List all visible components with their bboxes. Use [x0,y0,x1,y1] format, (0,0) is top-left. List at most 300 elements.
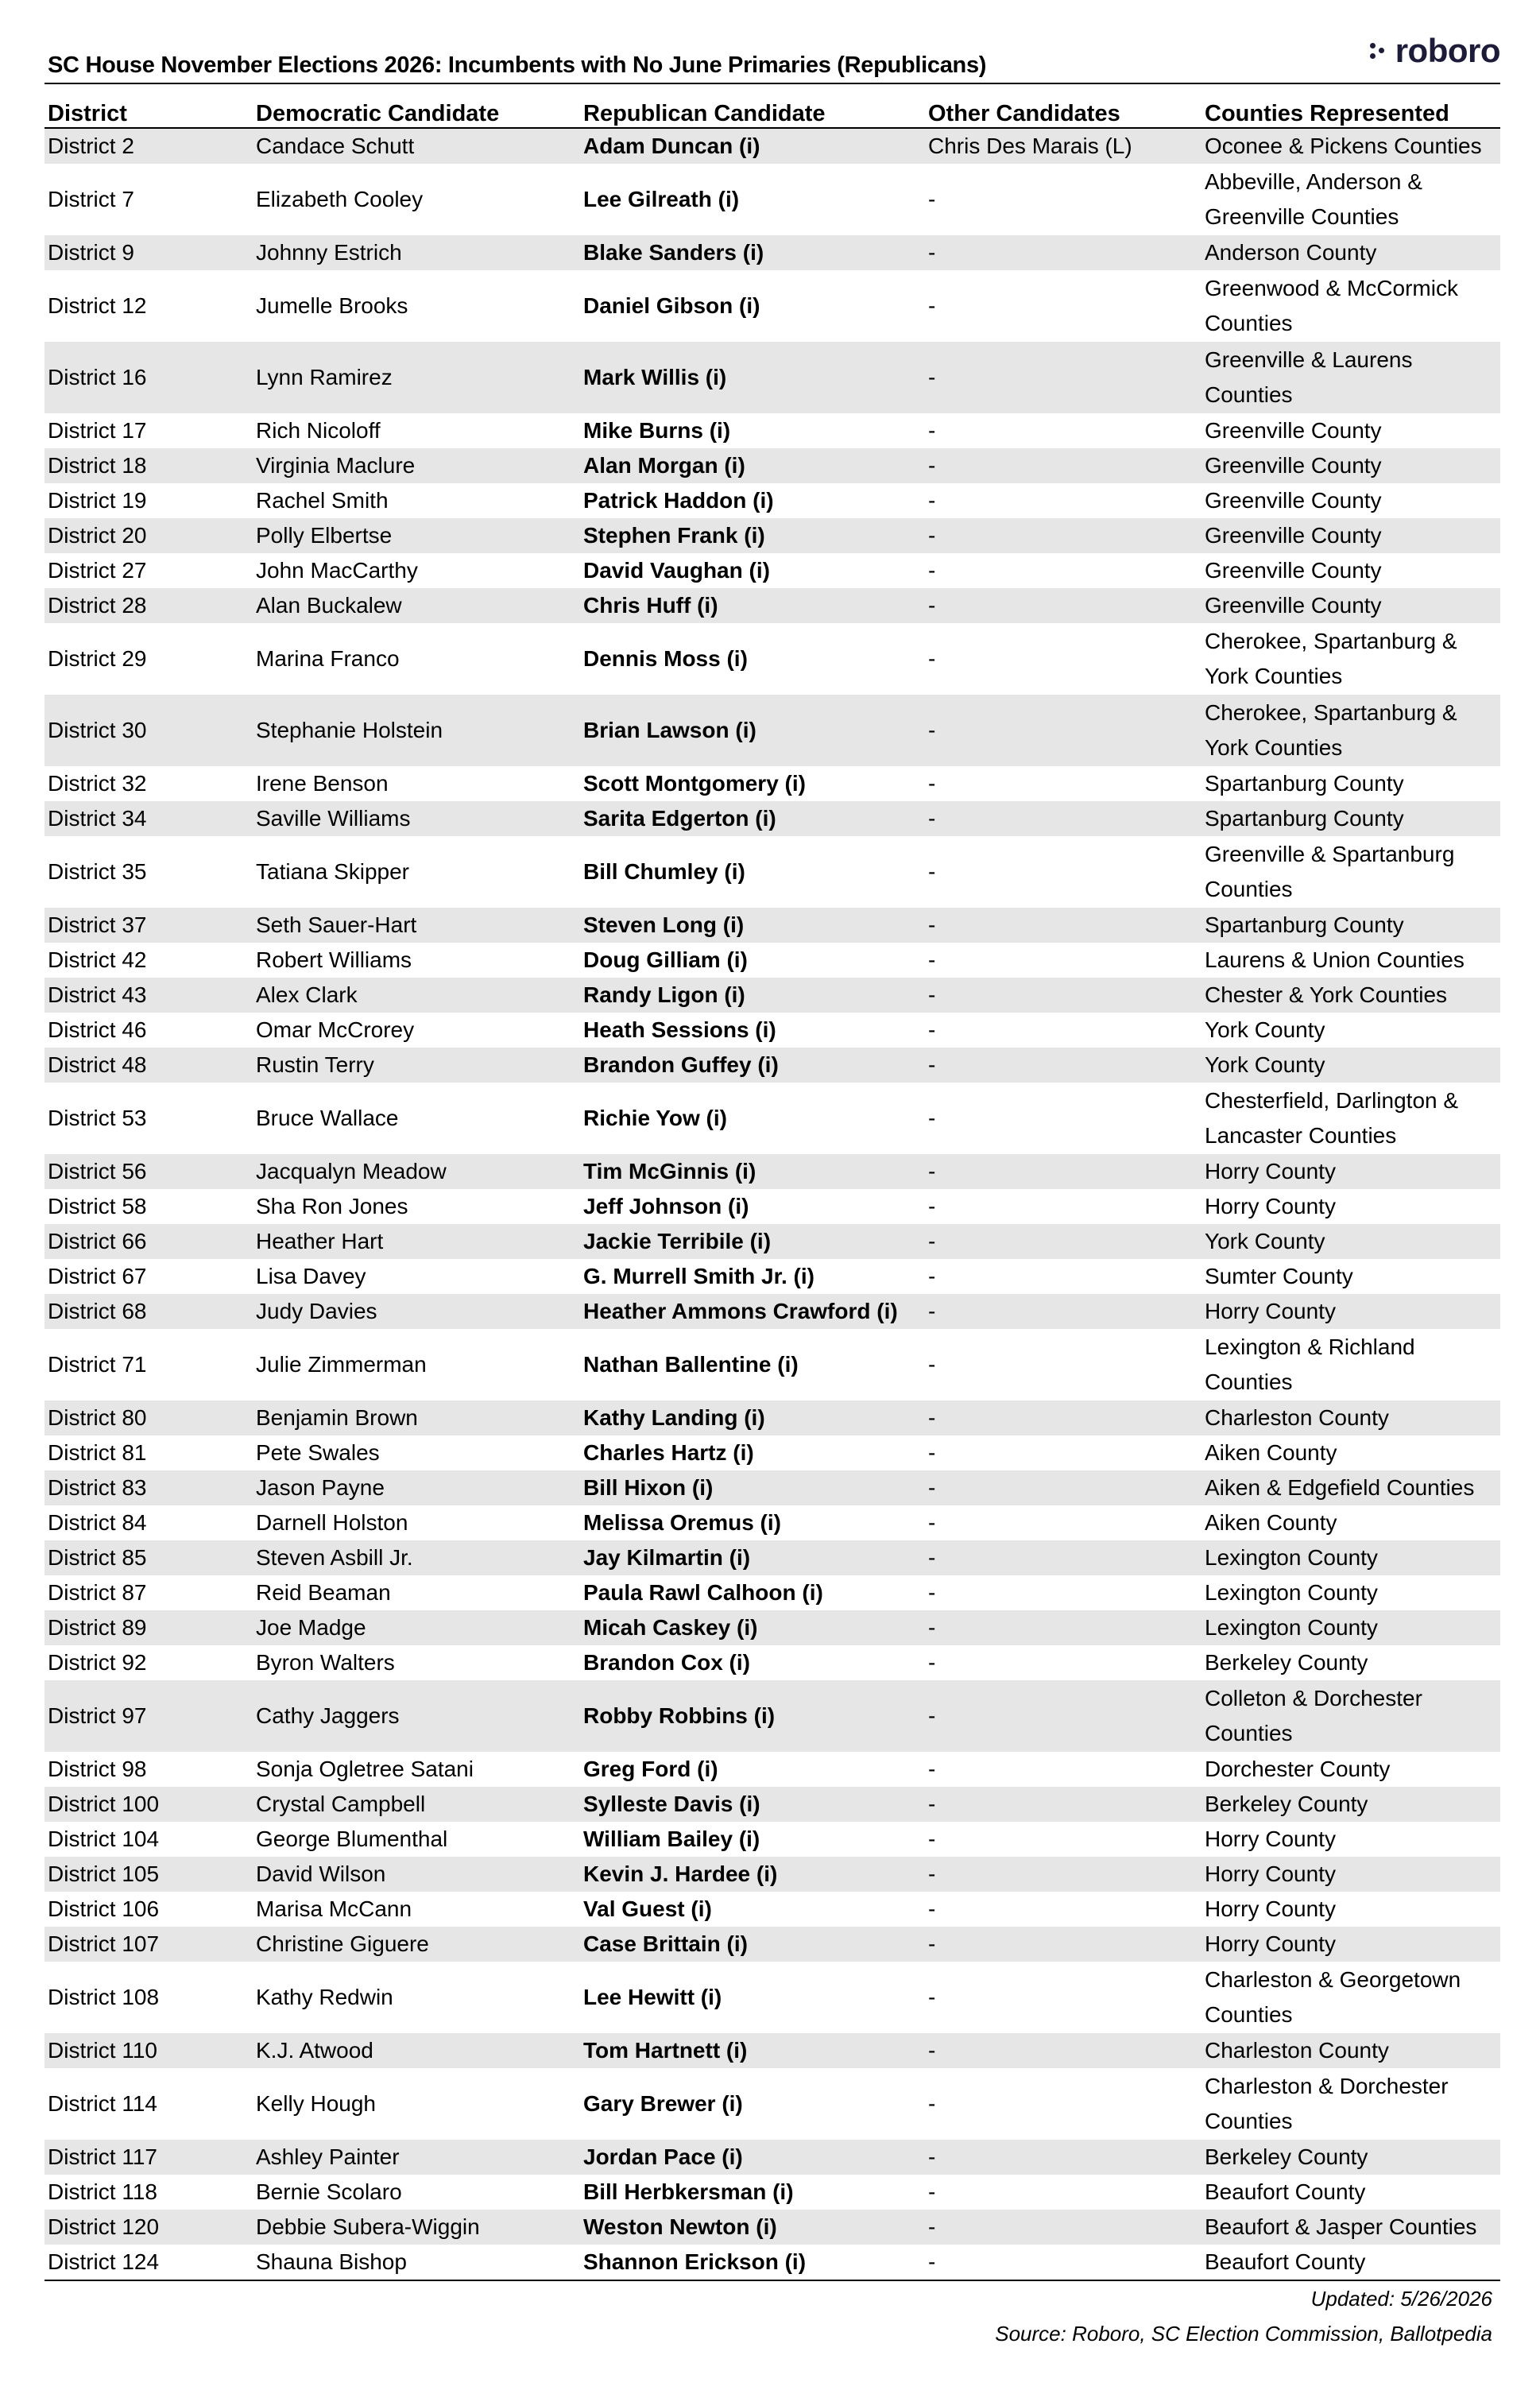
district-cell: District 37 [48,912,147,937]
other-candidates-cell: - [928,1861,936,1886]
counties-cell: York County [1205,1052,1325,1077]
table-body [44,128,1500,2280]
district-cell: District 104 [48,1827,160,1851]
updated-note: Updated: 5/26/2026 [1310,2287,1492,2311]
republican-candidate-cell: Kevin J. Hardee (i) [583,1861,778,1886]
other-candidates-cell: - [928,982,936,1007]
republican-candidate-cell: Lee Hewitt (i) [583,1985,722,2009]
republican-candidate-cell: Patrick Haddon (i) [583,488,774,513]
district-cell: District 58 [48,1194,147,1218]
table-row [44,270,1500,342]
other-candidates-cell: - [928,1650,936,1675]
table-row [44,1224,1500,1259]
other-candidates-cell: - [928,1229,936,1253]
district-cell: District 9 [48,240,134,265]
republican-candidate-cell: Brandon Guffey (i) [583,1052,779,1077]
democratic-candidate-cell: Irene Benson [256,771,389,796]
counties-cell: Oconee & Pickens Counties [1205,134,1482,158]
other-candidates-cell: Chris Des Marais (L) [928,134,1132,158]
counties-cell: York County [1205,1229,1325,1253]
democratic-candidate-cell: Alex Clark [256,982,358,1007]
counties-cell: Charleston & Dorchester Counties [1205,2074,1449,2133]
democratic-candidate-cell: Elizabeth Cooley [256,187,424,211]
democratic-candidate-cell: Bruce Wallace [256,1106,399,1130]
district-cell: District 16 [48,365,147,389]
table-row [44,1470,1500,1505]
counties-cell: Horry County [1205,1827,1336,1851]
district-cell: District 105 [48,1861,160,1886]
democratic-candidate-cell: Virginia Maclure [256,453,416,478]
democratic-candidate-cell: Kelly Hough [256,2091,376,2116]
district-cell: District 35 [48,859,147,884]
district-cell: District 53 [48,1106,147,1130]
republican-candidate-cell: Mark Willis (i) [583,365,727,389]
counties-cell: Aiken & Edgefield Counties [1205,1475,1475,1500]
republican-candidate-cell: Lee Gilreath (i) [583,187,740,211]
other-candidates-cell: - [928,1703,936,1728]
republican-candidate-cell: Brandon Cox (i) [583,1650,750,1675]
table-row [44,1329,1500,1400]
counties-cell: Cherokee, Spartanburg & York Counties [1205,700,1457,760]
republican-candidate-cell: Mike Burns (i) [583,418,731,443]
other-candidates-cell: - [928,947,936,972]
counties-cell: Cherokee, Spartanburg & York Counties [1205,629,1457,688]
brand-logo [1370,33,1500,68]
democratic-candidate-cell: Sonja Ogletree Satani [256,1757,474,1781]
other-candidates-cell: - [928,1159,936,1184]
counties-cell: Spartanburg County [1205,771,1404,796]
district-cell: District 17 [48,418,147,443]
other-candidates-cell: - [928,718,936,742]
district-cell: District 114 [48,2091,157,2116]
source-note: Source: Roboro, SC Election Commission, Ballotpedia [995,2322,1492,2346]
table-row [44,2175,1500,2210]
counties-cell: Abbeville, Anderson & Greenville Counties [1205,169,1422,229]
republican-candidate-cell: Jay Kilmartin (i) [583,1545,751,1570]
table-row [44,553,1500,588]
republican-candidate-cell: Chris Huff (i) [583,593,718,618]
header [44,0,1500,83]
district-cell: District 2 [48,134,134,158]
republican-candidate-cell: Stephen Frank (i) [583,523,765,548]
democratic-candidate-cell: Johnny Estrich [256,240,402,265]
counties-cell: Greenville County [1205,418,1382,443]
table-row [44,2210,1500,2245]
other-candidates-cell: - [928,2249,936,2274]
republican-candidate-cell: Robby Robbins (i) [583,1703,776,1728]
district-cell: District 87 [48,1580,147,1605]
table-row [44,1857,1500,1892]
district-cell: District 81 [48,1440,147,1465]
democratic-candidate-cell: Seth Sauer-Hart [256,912,417,937]
republican-candidate-cell: Tim McGinnis (i) [583,1159,756,1184]
democratic-candidate-cell: Omar McCrorey [256,1017,415,1042]
counties-cell: Greenville County [1205,523,1382,548]
democratic-candidate-cell: K.J. Atwood [256,2038,373,2063]
other-candidates-cell: - [928,1827,936,1851]
counties-cell: Dorchester County [1205,1757,1391,1781]
democratic-candidate-cell: Candace Schutt [256,134,415,158]
democratic-candidate-cell: Rich Nicoloff [256,418,381,443]
other-candidates-cell: - [928,1580,936,1605]
counties-cell: Horry County [1205,1931,1336,1956]
table-row [44,1189,1500,1224]
table-row [44,908,1500,943]
democratic-candidate-cell: Reid Beaman [256,1580,391,1605]
district-cell: District 92 [48,1650,147,1675]
counties-cell: Lexington County [1205,1545,1378,1570]
district-cell: District 18 [48,453,147,478]
democratic-candidate-cell: Jumelle Brooks [256,293,408,318]
counties-cell: Berkeley County [1205,2144,1368,2169]
counties-cell: Greenwood & McCormick Counties [1205,276,1458,335]
other-candidates-cell: - [928,1896,936,1921]
counties-cell: Horry County [1205,1299,1336,1323]
other-candidates-cell: - [928,2038,936,2063]
republican-candidate-cell: Sylleste Davis (i) [583,1792,760,1816]
logo-dots-icon [1370,38,1389,64]
table-row [44,623,1500,695]
other-candidates-cell: - [928,2144,936,2169]
column-header-republican: Republican Candidate [583,101,826,126]
democratic-candidate-cell: Joe Madge [256,1615,366,1640]
column-header-district: District [48,101,127,126]
democratic-candidate-cell: Marina Franco [256,646,400,671]
counties-cell: Charleston & Georgetown Counties [1205,1967,1461,2027]
democratic-candidate-cell: Polly Elbertse [256,523,393,548]
district-cell: District 120 [48,2214,160,2239]
district-cell: District 12 [48,293,147,318]
republican-candidate-cell: Bill Chumley (i) [583,859,745,884]
counties-cell: Beaufort County [1205,2249,1366,2274]
republican-candidate-cell: Nathan Ballentine (i) [583,1352,799,1377]
column-header-democratic: Democratic Candidate [256,101,500,126]
democratic-candidate-cell: Stephanie Holstein [256,718,443,742]
counties-cell: Chester & York Counties [1205,982,1448,1007]
democratic-candidate-cell: Heather Hart [256,1229,384,1253]
district-cell: District 29 [48,646,147,671]
other-candidates-cell: - [928,558,936,583]
district-cell: District 7 [48,187,134,211]
other-candidates-cell: - [928,593,936,618]
republican-candidate-cell: Bill Hixon (i) [583,1475,714,1500]
district-cell: District 118 [48,2179,157,2204]
republican-candidate-cell: Alan Morgan (i) [583,453,745,478]
table-row [44,695,1500,766]
other-candidates-cell: - [928,365,936,389]
democratic-candidate-cell: Debbie Subera-Wiggin [256,2214,480,2239]
republican-candidate-cell: Randy Ligon (i) [583,982,745,1007]
table-row [44,1822,1500,1857]
other-candidates-cell: - [928,646,936,671]
democratic-candidate-cell: Bernie Scolaro [256,2179,402,2204]
district-cell: District 80 [48,1405,147,1430]
table-row [44,1575,1500,1610]
republican-candidate-cell: Daniel Gibson (i) [583,293,760,318]
other-candidates-cell: - [928,2091,936,2116]
other-candidates-cell: - [928,1052,936,1077]
republican-candidate-cell: Adam Duncan (i) [583,134,760,158]
democratic-candidate-cell: Saville Williams [256,806,411,831]
counties-cell: Chesterfield, Darlington & Lancaster Counties [1205,1088,1459,1148]
other-candidates-cell: - [928,488,936,513]
district-cell: District 110 [48,2038,157,2063]
counties-cell: Horry County [1205,1194,1336,1218]
district-cell: District 34 [48,806,147,831]
democratic-candidate-cell: Judy Davies [256,1299,377,1323]
table-row [44,483,1500,518]
table-row [44,1680,1500,1752]
democratic-candidate-cell: Kathy Redwin [256,1985,393,2009]
democratic-candidate-cell: George Blumenthal [256,1827,448,1851]
counties-cell: York County [1205,1017,1325,1042]
counties-cell: Lexington County [1205,1580,1378,1605]
other-candidates-cell: - [928,418,936,443]
counties-cell: Charleston County [1205,2038,1389,2063]
counties-cell: Charleston County [1205,1405,1389,1430]
other-candidates-cell: - [928,1931,936,1956]
column-header-other: Other Candidates [928,101,1120,126]
district-cell: District 20 [48,523,147,548]
other-candidates-cell: - [928,240,936,265]
other-candidates-cell: - [928,1475,936,1500]
counties-cell: Greenville & Spartanburg Counties [1205,842,1455,901]
district-cell: District 124 [48,2249,160,2274]
other-candidates-cell: - [928,1264,936,1288]
democratic-candidate-cell: Cathy Jaggers [256,1703,400,1728]
district-cell: District 84 [48,1510,147,1535]
other-candidates-cell: - [928,1440,936,1465]
democratic-candidate-cell: David Wilson [256,1861,386,1886]
table-row [44,801,1500,836]
counties-cell: Spartanburg County [1205,912,1404,937]
counties-cell: Aiken County [1205,1510,1337,1535]
republican-candidate-cell: Jackie Terribile (i) [583,1229,772,1253]
democratic-candidate-cell: Ashley Painter [256,2144,400,2169]
other-candidates-cell: - [928,1792,936,1816]
other-candidates-cell: - [928,523,936,548]
counties-cell: Greenville County [1205,488,1382,513]
counties-cell: Beaufort & Jasper Counties [1205,2214,1477,2239]
democratic-candidate-cell: Tatiana Skipper [256,859,410,884]
democratic-candidate-cell: Darnell Holston [256,1510,408,1535]
district-cell: District 32 [48,771,147,796]
table-row [44,1752,1500,1787]
district-cell: District 46 [48,1017,147,1042]
republican-candidate-cell: Paula Rawl Calhoon (i) [583,1580,823,1605]
democratic-candidate-cell: Benjamin Brown [256,1405,418,1430]
republican-candidate-cell: Micah Caskey (i) [583,1615,758,1640]
republican-candidate-cell: Kathy Landing (i) [583,1405,765,1430]
table-row [44,1787,1500,1822]
counties-cell: Berkeley County [1205,1792,1368,1816]
table-row [44,1083,1500,1154]
republican-candidate-cell: Heather Ammons Crawford (i) [583,1299,898,1323]
counties-cell: Beaufort County [1205,2179,1366,2204]
table-row [44,2068,1500,2140]
district-cell: District 85 [48,1545,147,1570]
other-candidates-cell: - [928,806,936,831]
republican-candidate-cell: Greg Ford (i) [583,1757,718,1781]
table-row [44,1259,1500,1294]
table-row [44,1540,1500,1575]
district-cell: District 68 [48,1299,147,1323]
table-row [44,164,1500,235]
district-cell: District 48 [48,1052,147,1077]
district-cell: District 27 [48,558,147,583]
republican-candidate-cell: Jordan Pace (i) [583,2144,743,2169]
republican-candidate-cell: Gary Brewer (i) [583,2091,743,2116]
democratic-candidate-cell: Byron Walters [256,1650,395,1675]
democratic-candidate-cell: Sha Ron Jones [256,1194,408,1218]
counties-cell: Greenville & Laurens Counties [1205,347,1413,407]
district-cell: District 108 [48,1985,160,2009]
page-title: SC House November Elections 2026: Incumbents with No June Primaries (Republicans) [48,52,987,78]
district-cell: District 30 [48,718,147,742]
counties-cell: Berkeley County [1205,1650,1368,1675]
table-row [44,1013,1500,1048]
other-candidates-cell: - [928,293,936,318]
other-candidates-cell: - [928,1510,936,1535]
table-row [44,1892,1500,1927]
table-row [44,1962,1500,2033]
table-row [44,836,1500,908]
district-cell: District 28 [48,593,147,618]
republican-candidate-cell: Tom Hartnett (i) [583,2038,748,2063]
district-cell: District 67 [48,1264,147,1288]
district-cell: District 42 [48,947,147,972]
republican-candidate-cell: Blake Sanders (i) [583,240,764,265]
table-row [44,518,1500,553]
table-row [44,2033,1500,2068]
republican-candidate-cell: Melissa Oremus (i) [583,1510,781,1535]
democratic-candidate-cell: Lisa Davey [256,1264,366,1288]
document-page [44,0,1500,2351]
democratic-candidate-cell: Steven Asbill Jr. [256,1545,413,1570]
democratic-candidate-cell: Julie Zimmerman [256,1352,427,1377]
counties-cell: Greenville County [1205,558,1382,583]
democratic-candidate-cell: Robert Williams [256,947,412,972]
district-cell: District 19 [48,488,147,513]
counties-cell: Horry County [1205,1159,1336,1184]
district-cell: District 117 [48,2144,157,2169]
other-candidates-cell: - [928,1017,936,1042]
republican-candidate-cell: Weston Newton (i) [583,2214,777,2239]
counties-cell: Sumter County [1205,1264,1353,1288]
other-candidates-cell: - [928,912,936,937]
table-row [44,1400,1500,1435]
republican-candidate-cell: Val Guest (i) [583,1896,712,1921]
republican-candidate-cell: Bill Herbkersman (i) [583,2179,794,2204]
district-cell: District 43 [48,982,147,1007]
table-row [44,448,1500,483]
other-candidates-cell: - [928,2179,936,2204]
republican-candidate-cell: Shannon Erickson (i) [583,2249,807,2274]
other-candidates-cell: - [928,1757,936,1781]
table-row [44,128,1500,164]
republican-candidate-cell: G. Murrell Smith Jr. (i) [583,1264,814,1288]
table-row [44,1505,1500,1540]
district-cell: District 106 [48,1896,160,1921]
counties-cell: Horry County [1205,1896,1336,1921]
table-row [44,413,1500,448]
district-cell: District 97 [48,1703,147,1728]
district-cell: District 100 [48,1792,160,1816]
other-candidates-cell: - [928,453,936,478]
counties-cell: Horry County [1205,1861,1336,1886]
district-cell: District 71 [48,1352,147,1377]
democratic-candidate-cell: Shauna Bishop [256,2249,407,2274]
democratic-candidate-cell: Pete Swales [256,1440,380,1465]
table-row [44,943,1500,978]
footer [44,2281,1500,2351]
other-candidates-cell: - [928,1985,936,2009]
republican-candidate-cell: Richie Yow (i) [583,1106,727,1130]
republican-candidate-cell: Steven Long (i) [583,912,745,937]
table-row [44,235,1500,270]
table-row [44,1435,1500,1470]
column-header-counties: Counties Represented [1205,101,1449,126]
other-candidates-cell: - [928,859,936,884]
republican-candidate-cell: Heath Sessions (i) [583,1017,776,1042]
table-row [44,766,1500,801]
district-cell: District 66 [48,1229,147,1253]
democratic-candidate-cell: Rachel Smith [256,488,389,513]
republican-candidate-cell: Charles Hartz (i) [583,1440,754,1465]
district-cell: District 98 [48,1757,147,1781]
other-candidates-cell: - [928,1615,936,1640]
district-cell: District 107 [48,1931,160,1956]
other-candidates-cell: - [928,2214,936,2239]
republican-candidate-cell: Sarita Edgerton (i) [583,806,776,831]
republican-candidate-cell: Jeff Johnson (i) [583,1194,749,1218]
democratic-candidate-cell: Jason Payne [256,1475,385,1500]
table-row [44,2245,1500,2280]
other-candidates-cell: - [928,1299,936,1323]
other-candidates-cell: - [928,771,936,796]
counties-cell: Lexington & Richland Counties [1205,1335,1415,1394]
table-row [44,588,1500,623]
table-row [44,1154,1500,1189]
counties-cell: Greenville County [1205,593,1382,618]
republican-candidate-cell: Doug Gilliam (i) [583,947,748,972]
logo-text: roboro [1395,32,1500,69]
counties-cell: Spartanburg County [1205,806,1404,831]
counties-cell: Lexington County [1205,1615,1378,1640]
democratic-candidate-cell: Crystal Campbell [256,1792,426,1816]
counties-cell: Colleton & Dorchester Counties [1205,1686,1422,1745]
republican-candidate-cell: Case Brittain (i) [583,1931,748,1956]
table-row [44,1048,1500,1083]
republican-candidate-cell: Scott Montgomery (i) [583,771,806,796]
other-candidates-cell: - [928,1106,936,1130]
republican-candidate-cell: David Vaughan (i) [583,558,770,583]
counties-cell: Anderson County [1205,240,1377,265]
other-candidates-cell: - [928,1405,936,1430]
other-candidates-cell: - [928,1545,936,1570]
candidates-table [44,84,1500,2281]
table-row [44,1610,1500,1645]
democratic-candidate-cell: Rustin Terry [256,1052,374,1077]
democratic-candidate-cell: Lynn Ramirez [256,365,393,389]
table-row [44,1645,1500,1680]
democratic-candidate-cell: Marisa McCann [256,1896,412,1921]
table-row [44,342,1500,413]
democratic-candidate-cell: Christine Giguere [256,1931,429,1956]
republican-candidate-cell: Dennis Moss (i) [583,646,748,671]
counties-cell: Laurens & Union Counties [1205,947,1465,972]
other-candidates-cell: - [928,1352,936,1377]
